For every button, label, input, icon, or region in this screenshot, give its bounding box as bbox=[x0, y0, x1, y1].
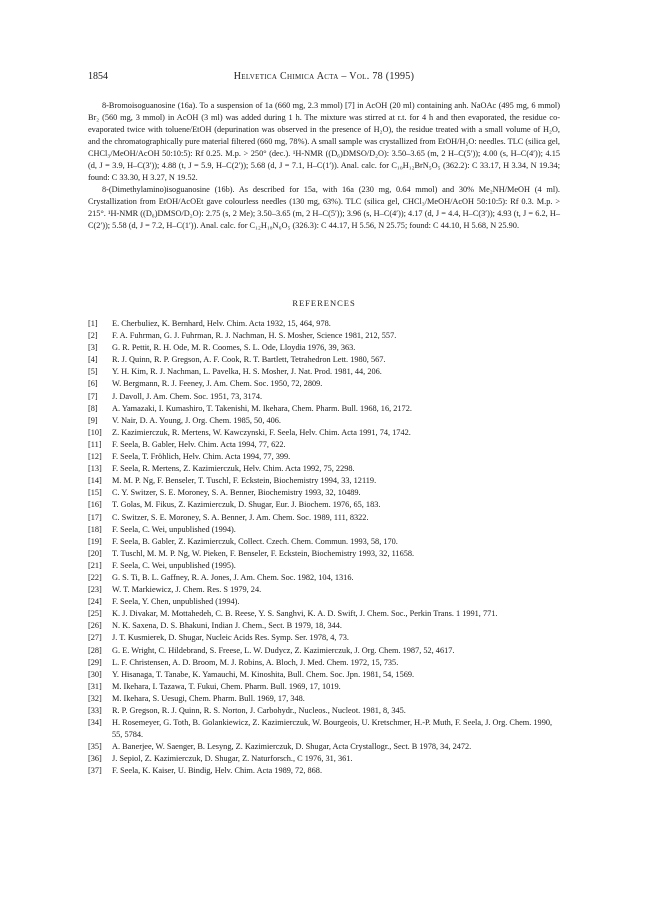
reference-item bbox=[88, 596, 560, 608]
reference-number: [2] bbox=[88, 331, 98, 341]
reference-item bbox=[88, 632, 560, 644]
reference-item bbox=[88, 415, 560, 427]
reference-number: [12] bbox=[88, 452, 102, 462]
page-number: 1854 bbox=[88, 71, 108, 82]
reference-number: [7] bbox=[88, 391, 98, 401]
reference-number: [23] bbox=[88, 585, 102, 595]
reference-text: C. Switzer, S. E. Moroney, S. A. Benner, J. Am. Chem. Soc. 1989, 111, 8322. bbox=[112, 512, 369, 522]
reference-item bbox=[88, 354, 560, 366]
reference-number: [6] bbox=[88, 379, 98, 389]
reference-item bbox=[88, 693, 560, 705]
reference-number: [24] bbox=[88, 597, 102, 607]
reference-item bbox=[88, 657, 560, 669]
reference-text: C. Y. Switzer, S. E. Moroney, S. A. Benner, Biochemistry 1993, 32, 10489. bbox=[112, 488, 361, 498]
reference-text: G. E. Wright, C. Hildebrand, S. Freese, L. W. Dudycz, Z. Kazimierczuk, J. Org. Chem. 1987, 52, 4617. bbox=[112, 645, 455, 655]
reference-number: [33] bbox=[88, 706, 102, 715]
reference-item bbox=[88, 584, 560, 596]
reference-item bbox=[88, 741, 560, 753]
reference-number: [13] bbox=[88, 464, 102, 474]
reference-item bbox=[88, 524, 560, 536]
reference-item bbox=[88, 366, 560, 378]
reference-number: [32] bbox=[88, 693, 102, 703]
reference-text: A. Yamazaki, I. Kumashiro, T. Takenishi, M. Ikehara, Chem. Pharm. Bull. 1968, 16, 2172. bbox=[112, 403, 412, 413]
reference-text: R. P. Gregson, R. J. Quinn, R. S. Norton, J. Carbohydr., Nucleos., Nucleot. 1981, 8, 345. bbox=[112, 706, 406, 715]
experimental-text bbox=[88, 100, 560, 232]
reference-number: [3] bbox=[88, 343, 98, 353]
reference-number: [34] bbox=[88, 718, 102, 728]
reference-text: G. R. Pettit, R. H. Ode, M. R. Coomes, S. L. Ode, Lloydia 1976, 39, 363. bbox=[112, 343, 356, 353]
reference-text: F. A. Fuhrman, G. J. Fuhrman, R. J. Nachman, H. S. Mosher, Science 1981, 212, 557. bbox=[112, 331, 397, 341]
reference-item bbox=[88, 765, 560, 777]
reference-item bbox=[88, 608, 560, 620]
reference-item bbox=[88, 427, 560, 439]
reference-item bbox=[88, 548, 560, 560]
reference-number: [20] bbox=[88, 548, 102, 558]
reference-text: G. S. Ti, B. L. Gaffney, R. A. Jones, J. Am. Chem. Soc. 1982, 104, 1316. bbox=[112, 572, 354, 582]
journal-title: Helvetica Chimica Acta – Vol. 78 (1995) bbox=[233, 71, 415, 82]
reference-text: F. Seela, T. Fröhlich, Helv. Chim. Acta 1994, 77, 399. bbox=[112, 452, 291, 462]
reference-number: [5] bbox=[88, 367, 98, 377]
reference-item bbox=[88, 391, 560, 403]
reference-number: [1] bbox=[88, 319, 98, 328]
reference-item bbox=[88, 330, 560, 342]
reference-item bbox=[88, 318, 560, 330]
reference-item bbox=[88, 717, 560, 741]
reference-item bbox=[88, 451, 560, 463]
reference-number: [10] bbox=[88, 427, 102, 437]
reference-text: F. Seela, Y. Chen, unpublished (1994). bbox=[112, 597, 240, 607]
reference-item bbox=[88, 499, 560, 511]
reference-number: [36] bbox=[88, 754, 102, 764]
reference-text: Y. H. Kim, R. J. Nachman, L. Pavelka, H. S. Mosher, J. Nat. Prod. 1981, 44, 206. bbox=[112, 367, 382, 377]
reference-item bbox=[88, 512, 560, 524]
reference-text: L. F. Christensen, A. D. Broom, M. J. Robins, A. Bloch, J. Med. Chem. 1972, 15, 735. bbox=[112, 657, 399, 667]
reference-text: Y. Hisanaga, T. Tanabe, K. Yamauchi, M. Kinoshita, Bull. Chem. Soc. Jpn. 1981, 54, 1569. bbox=[112, 669, 415, 679]
reference-item bbox=[88, 487, 560, 499]
reference-text: Z. Kazimierczuk, R. Mertens, W. Kawczynski, F. Seela, Helv. Chim. Acta 1991, 74, 1742. bbox=[112, 427, 411, 437]
reference-item bbox=[88, 342, 560, 354]
reference-number: [19] bbox=[88, 536, 102, 546]
reference-text: W. Bergmann, R. J. Feeney, J. Am. Chem. Soc. 1950, 72, 2809. bbox=[112, 379, 323, 389]
reference-item bbox=[88, 403, 560, 415]
reference-text: J. Sepiol, Z. Kazimierczuk, D. Shugar, Z. Naturforsch., C 1976, 31, 361. bbox=[112, 754, 353, 764]
reference-number: [35] bbox=[88, 742, 102, 752]
paragraph-16b: 8-(Dimethylamino)isoguanosine (16b). As described for 15a, with 16a (230 mg, 0.64 mmol) and 30% Me₂NH/MeOH (4 ml). Crystallization from EtOH/AcOEt gave colourless needles (130 mg, 63%). TLC (silica gel, CHCl₃/MeOH/AcOH 50:10:5): Rf 0.3. M.p. > 215°. ¹H-NMR ((D₆)DMSO/D₂O): 2.75 (s, 2 Me); 3.50–3.65 (m, 2 H–C(5′)); 3.96 (s, H–C(4′)); 4.17 (d, J = 4.4, H–C(3′)); 4.93 (t, J = 6.2, H–C(2′)); 5.58 (d, J = 7.2, H–C(1′)). Anal. calc. for C₁₂H₁₈N₆O₅ (326.3): C 44.17, H 5.56, N 25.75; found: C 44.10, H 5.68, N 25.90. bbox=[88, 185, 560, 230]
reference-number: [9] bbox=[88, 415, 98, 425]
reference-number: [27] bbox=[88, 633, 102, 643]
reference-number: [4] bbox=[88, 355, 98, 365]
reference-text: V. Nair, D. A. Young, J. Org. Chem. 1985, 50, 406. bbox=[112, 415, 281, 425]
reference-item bbox=[88, 681, 560, 693]
reference-text: F. Seela, K. Kaiser, U. Bindig, Helv. Chim. Acta 1989, 72, 868. bbox=[112, 766, 323, 776]
reference-text: A. Banerjee, W. Saenger, B. Lesyng, Z. Kazimierczuk, D. Shugar, Acta Crystallogr., Sect. B 1978, 34, 2472. bbox=[112, 742, 472, 752]
reference-text: F. Seela, C. Wei, unpublished (1994). bbox=[112, 524, 236, 534]
reference-number: [25] bbox=[88, 609, 102, 619]
reference-item bbox=[88, 669, 560, 681]
reference-number: [37] bbox=[88, 766, 102, 776]
reference-number: [15] bbox=[88, 488, 102, 498]
reference-item bbox=[88, 705, 560, 717]
reference-text: T. Golas, M. Fikus, Z. Kazimierczuk, D. Shugar, Eur. J. Biochem. 1976, 65, 183. bbox=[112, 500, 381, 510]
reference-number: [16] bbox=[88, 500, 102, 510]
reference-text: R. J. Quinn, R. P. Gregson, A. F. Cook, R. T. Bartlett, Tetrahedron Lett. 1980, 567. bbox=[112, 355, 386, 365]
reference-number: [18] bbox=[88, 524, 102, 534]
reference-text: M. Ikehara, S. Uesugi, Chem. Pharm. Bull. 1969, 17, 348. bbox=[112, 693, 305, 703]
reference-item bbox=[88, 463, 560, 475]
reference-number: [21] bbox=[88, 560, 102, 570]
reference-number: [30] bbox=[88, 669, 102, 679]
reference-text: H. Rosemeyer, G. Toth, B. Golankiewicz, Z. Kazimierczuk, W. Bourgeois, U. Kretschmer, H.-P. Muth, F. Seela, J. Org. Chem. 1990, 55, 5784. bbox=[112, 718, 553, 740]
references-heading: REFERENCES bbox=[292, 298, 356, 308]
reference-number: [26] bbox=[88, 621, 102, 631]
reference-number: [31] bbox=[88, 681, 102, 691]
reference-text: E. Cherbuliez, K. Bernhard, Helv. Chim. Acta 1932, 15, 464, 978. bbox=[112, 319, 331, 328]
reference-item bbox=[88, 753, 560, 765]
reference-text: N. K. Saxena, D. S. Bhakuni, Indian J. Chem., Sect. B 1979, 18, 344. bbox=[112, 621, 342, 631]
reference-text: M. Ikehara, I. Tazawa, T. Fukui, Chem. Pharm. Bull. 1969, 17, 1019. bbox=[112, 681, 341, 691]
reference-text: W. T. Markiewicz, J. Chem. Res. S 1979, 24. bbox=[112, 585, 262, 595]
reference-text: J. Davoll, J. Am. Chem. Soc. 1951, 73, 3174. bbox=[112, 391, 263, 401]
reference-text: M. M. P. Ng, F. Benseler, T. Tuschl, F. Eckstein, Biochemistry 1994, 33, 12119. bbox=[112, 476, 377, 486]
reference-number: [17] bbox=[88, 512, 102, 522]
reference-item bbox=[88, 572, 560, 584]
reference-item bbox=[88, 560, 560, 572]
reference-text: K. J. Divakar, M. Mottahedeh, C. B. Reese, Y. S. Sanghvi, K. A. D. Swift, J. Chem. Soc., Perkin Trans. 1 1991, 771. bbox=[112, 609, 498, 619]
reference-text: F. Seela, R. Mertens, Z. Kazimierczuk, Helv. Chim. Acta 1992, 75, 2298. bbox=[112, 464, 355, 474]
paragraph-16a: 8-Bromoisoguanosine (16a). To a suspension of 1a (660 mg, 2.3 mmol) [7] in AcOH (20 ml) containing anh. NaOAc (495 mg, 6 mmol) Br₂ (560 mg, 3 mmol) in AcOH (3 ml) was added during 1 h. The mixture was stirred at r.t. for 4 h and then evaporated, the residue co-evaporated twice with toluene/EtOH (depurination was observed in the presence of H₂O), the residue treated with a small volume of H₂O, and the chromatographically pure material filtered (660 mg, 78%). A small sample was crystallized from EtOH/H₂O: needles. TLC (silica gel, CHCl₃/MeOH/AcOH 50:10:5): Rf 0.25. M.p. > 250° (dec.). ¹H-NMR ((D₆)DMSO/D₂O): 3.50–3.65 (m, 2 H–C(5′)); 4.00 (s, H–C(4′)); 4.15 (d, J = 3.9, H–C(3′)); 4.88 (t, J = 5.9, H–C(2′)); 5.68 (d, J = 7.1, H–C(1′)). Anal. calc. for C₁₀H₁₂BrN₅O₅ (362.2): C 33.17, H 3.34, N 19.34; found: C 33.30, H 3.27, N 19.52. bbox=[88, 101, 560, 182]
reference-item bbox=[88, 378, 560, 390]
reference-text: F. Seela, B. Gabler, Z. Kazimierczuk, Collect. Czech. Chem. Commun. 1993, 58, 170. bbox=[112, 536, 398, 546]
reference-number: [22] bbox=[88, 572, 102, 582]
running-header bbox=[88, 70, 560, 84]
reference-text: T. Tuschl, M. M. P. Ng, W. Pieken, F. Benseler, F. Eckstein, Biochemistry 1993, 32, 11658. bbox=[112, 548, 415, 558]
reference-number: [29] bbox=[88, 657, 102, 667]
reference-item bbox=[88, 536, 560, 548]
reference-number: [11] bbox=[88, 439, 102, 449]
reference-number: [8] bbox=[88, 403, 98, 413]
reference-list bbox=[88, 318, 560, 778]
reference-number: [28] bbox=[88, 645, 102, 655]
reference-item bbox=[88, 439, 560, 451]
reference-text: F. Seela, B. Gabler, Helv. Chim. Acta 1994, 77, 622. bbox=[112, 439, 286, 449]
reference-item bbox=[88, 645, 560, 657]
reference-item bbox=[88, 475, 560, 487]
reference-text: J. T. Kusmierek, D. Shugar, Nucleic Acids Res. Symp. Ser. 1978, 4, 73. bbox=[112, 633, 349, 643]
reference-text: F. Seela, C. Wei, unpublished (1995). bbox=[112, 560, 236, 570]
reference-item bbox=[88, 620, 560, 632]
reference-number: [14] bbox=[88, 476, 102, 486]
